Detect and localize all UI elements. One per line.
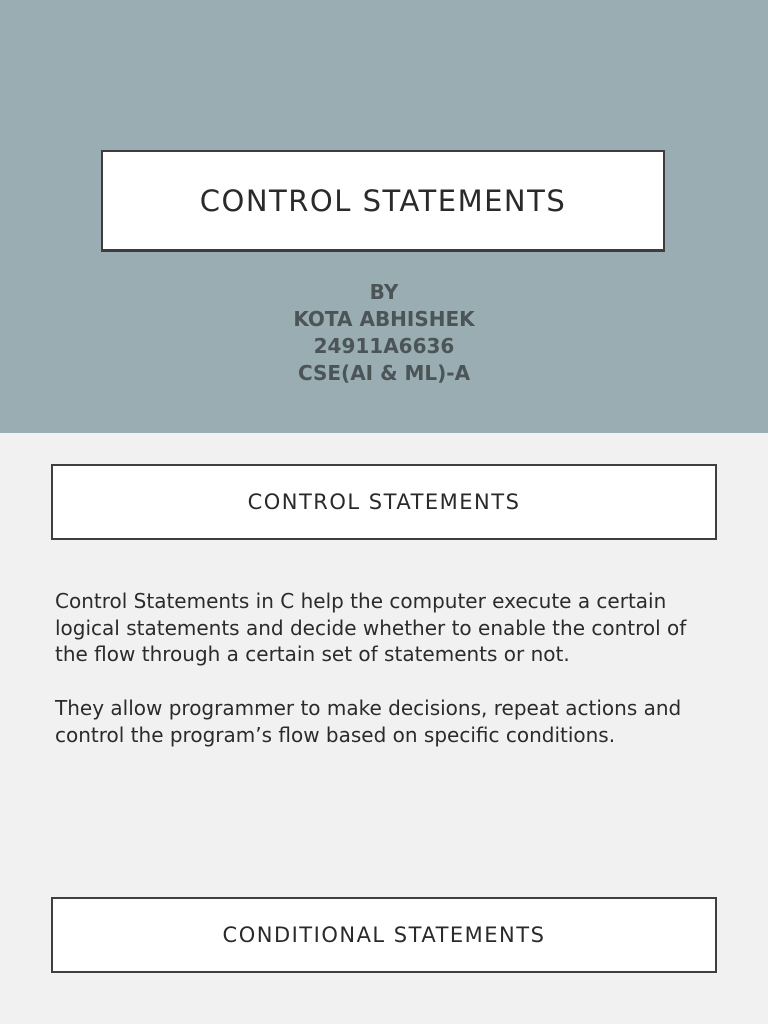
title-slide bbox=[0, 0, 768, 433]
slide-title: CONTROL STATEMENTS bbox=[199, 183, 567, 218]
paragraph-purpose: They allow programmer to make decisions, repeat actions and control the program’s flow based on specific conditions. bbox=[55, 695, 682, 747]
section-heading-box bbox=[51, 464, 717, 540]
paragraph-definition: Control Statements in C help the computer execute a certain logical statements and decide whether to enable the control of the flow through a certain set of statements or not. bbox=[55, 589, 687, 667]
byline-by: BY bbox=[369, 280, 399, 304]
byline-roll-number: 24911A6636 bbox=[313, 334, 455, 358]
author-byline bbox=[0, 279, 768, 387]
next-section-heading-box bbox=[51, 897, 717, 973]
section-heading: CONTROL STATEMENTS bbox=[247, 490, 521, 514]
body-text bbox=[55, 588, 715, 748]
next-section-heading: CONDITIONAL STATEMENTS bbox=[222, 923, 546, 947]
byline-department: CSE(AI & ML)-A bbox=[297, 361, 471, 385]
byline-author-name: KOTA ABHISHEK bbox=[293, 307, 475, 331]
title-box bbox=[101, 150, 665, 252]
